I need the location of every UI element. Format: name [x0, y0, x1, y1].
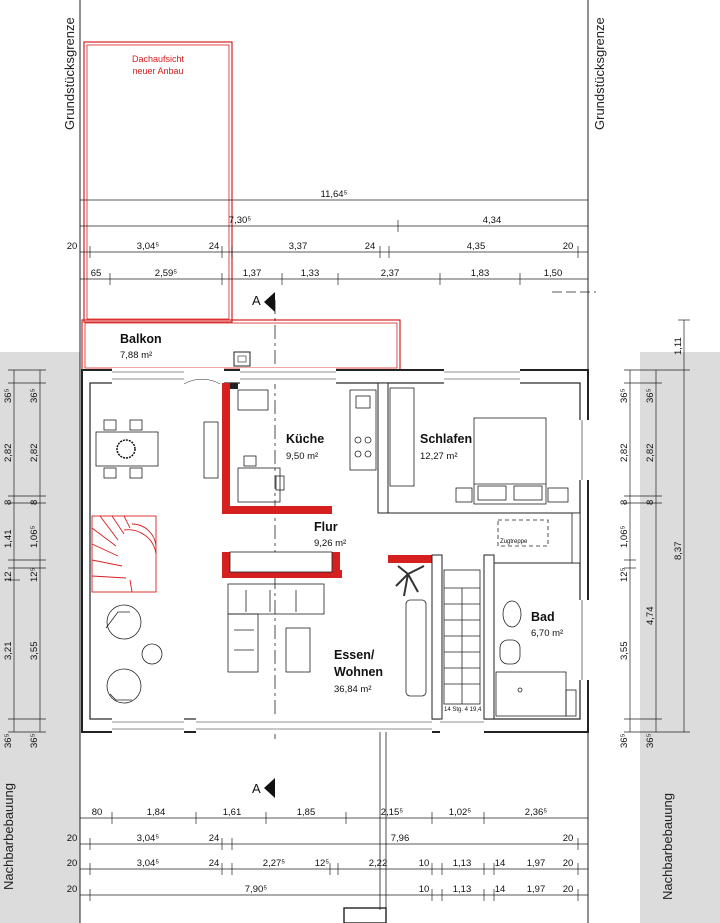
room-name-wohnen-line2: Wohnen [334, 665, 384, 679]
room-name-balkon: Balkon [120, 332, 162, 346]
dim-left-i6: 3,55 [29, 641, 40, 660]
dim-left-o4: 1,41 [3, 529, 14, 548]
dim-bot-r4-e: 14 [494, 884, 506, 895]
room-name-kueche: Küche [286, 432, 325, 446]
dim-top-r4-a: 65 [90, 268, 102, 279]
dim-bot-r1-a: 80 [91, 807, 103, 818]
dim-bot-r2-d: 7,96 [390, 833, 410, 844]
bottom-dimensions [80, 808, 588, 901]
dim-top-r4-b: 2,59⁵ [154, 268, 178, 279]
dim-top-r2-a: 7,30⁵ [228, 215, 252, 226]
dim-top-r3-f: 4,35 [466, 241, 486, 252]
dim-bot-r4-d: 1,13 [452, 884, 472, 895]
room-area-flur: 9,26 m² [314, 538, 347, 549]
dim-bot-r2-a: 20 [66, 833, 78, 844]
dim-top-r3-e: 24 [364, 241, 376, 252]
room-area-bad: 6,70 m² [531, 628, 564, 639]
neighbor-label-left: Nachbarbebauung [1, 783, 16, 890]
dim-left-i7: 36⁵ [29, 733, 40, 748]
dim-right-m4: 4,74 [645, 606, 656, 625]
plot-boundary-label-right: Grundstücksgrenze [592, 17, 607, 130]
dim-top-r4-e: 2,37 [380, 268, 400, 279]
building [82, 368, 590, 734]
room-name-flur: Flur [314, 520, 338, 534]
room-labels [120, 332, 563, 713]
roof-extension [84, 42, 232, 322]
dim-right-i4: 1,06⁵ [619, 525, 630, 548]
room-area-schlafen: 12,27 m² [420, 451, 458, 462]
room-area-kueche: 9,50 m² [286, 451, 319, 462]
dim-top-total: 11,64⁵ [320, 189, 348, 200]
roof-label-line2: neuer Anbau [132, 66, 184, 76]
dim-bot-r3-j: 1,97 [526, 858, 546, 869]
dim-right-o2: 8,37 [673, 541, 684, 560]
dim-right-i2: 2,82 [619, 443, 630, 462]
dim-right-i3: 8 [619, 499, 630, 505]
dim-bot-r1-e: 2,15⁵ [380, 807, 404, 818]
section-marker-label-top: A [252, 293, 261, 308]
stairs-label: 14 Stg. 4 19,4 [444, 707, 482, 713]
dim-top-r4-f: 1,83 [470, 268, 490, 279]
section-marker-top [252, 292, 596, 740]
top-dimension-labels [67, 189, 574, 279]
dim-right-m1: 36⁵ [645, 388, 656, 403]
dim-bot-r3-a: 20 [66, 858, 78, 869]
room-area-wohnen: 36,84 m² [334, 684, 372, 695]
dim-top-r3-d: 3,37 [288, 241, 308, 252]
room-area-balkon: 7,88 m² [120, 350, 153, 361]
attic-ladder-label: Zugtreppe [500, 539, 528, 545]
dim-left-i2: 2,82 [29, 443, 40, 462]
dim-bot-r4-g: 20 [562, 884, 574, 895]
dim-left-o6: 3,21 [3, 641, 14, 660]
dim-bot-r2-c: 24 [208, 833, 220, 844]
dim-top-r3-a: 20 [66, 241, 78, 252]
dim-left-o5: 12 [3, 571, 14, 582]
dim-top-r4-d: 1,33 [300, 268, 320, 279]
dim-right-m5: 36⁵ [645, 733, 656, 748]
dim-right-o1: 1,11 [673, 337, 684, 355]
dim-bot-r4-b: 7,90⁵ [244, 884, 268, 895]
dim-bot-r3-h: 1,13 [452, 858, 472, 869]
dim-bot-r3-g: 10 [418, 858, 430, 869]
dim-bot-r3-e: 12⁵ [314, 858, 330, 869]
dim-bot-r1-g: 2,36⁵ [524, 807, 548, 818]
dim-bot-r3-i: 14 [494, 858, 506, 869]
dim-left-o3: 8 [3, 499, 14, 505]
dim-bot-r4-f: 1,97 [526, 884, 546, 895]
room-name-wohnen-line1: Essen/ [334, 648, 375, 662]
dim-right-i6: 3,55 [619, 641, 630, 660]
dim-top-r3-g: 20 [562, 241, 574, 252]
dim-bot-r3-c: 24 [208, 858, 220, 869]
dim-bot-r1-c: 1,61 [222, 807, 242, 818]
dim-right-i7: 36⁵ [619, 733, 630, 748]
interior-walls [222, 352, 580, 719]
dim-bot-r3-d: 2,27⁵ [262, 858, 286, 869]
dim-left-o7: 36⁵ [3, 733, 14, 748]
dim-right-m3: 8 [645, 499, 656, 505]
dim-bot-r1-b: 1,84 [146, 807, 166, 818]
room-name-schlafen: Schlafen [420, 432, 473, 446]
dim-bot-r3-f: 2,22 [368, 858, 388, 869]
dim-top-r2-b: 4,34 [482, 215, 502, 226]
dim-bot-r3-k: 20 [562, 858, 574, 869]
dim-left-i5: 12⁵ [29, 567, 40, 582]
dim-bot-r4-a: 20 [66, 884, 78, 895]
dim-left-o1: 36⁵ [3, 388, 14, 403]
dim-bot-r4-c: 10 [418, 884, 430, 895]
dim-top-r4-c: 1,37 [242, 268, 262, 279]
dim-right-i5: 12⁵ [619, 567, 630, 582]
dim-left-i3: 8 [29, 499, 40, 505]
dim-bot-r1-f: 1,02⁵ [448, 807, 472, 818]
neighbor-label-right: Nachbarbebauung [660, 793, 675, 900]
room-name-bad: Bad [531, 610, 555, 624]
dim-bot-r2-b: 3,04⁵ [136, 833, 160, 844]
dim-top-r4-g: 1,50 [543, 268, 563, 279]
bottom-dimension-labels [67, 807, 574, 895]
dim-bot-r2-e: 20 [562, 833, 574, 844]
section-marker-bottom [252, 732, 386, 923]
dim-top-r3-b: 3,04⁵ [136, 241, 160, 252]
dim-top-r3-c: 24 [208, 241, 220, 252]
dim-bot-r1-d: 1,85 [296, 807, 316, 818]
plot-boundary-label-left: Grundstücksgrenze [62, 17, 77, 130]
roof-label-line1: Dachaufsicht [131, 54, 185, 64]
dim-left-i4: 1,06⁵ [29, 525, 40, 548]
dim-right-i1: 36⁵ [619, 388, 630, 403]
dim-bot-r3-b: 3,04⁵ [136, 858, 160, 869]
dim-left-o2: 2,82 [3, 443, 14, 462]
dim-right-m2: 2,82 [645, 443, 656, 462]
dim-left-i1: 36⁵ [29, 388, 40, 403]
section-marker-label-bottom: A [252, 781, 261, 796]
